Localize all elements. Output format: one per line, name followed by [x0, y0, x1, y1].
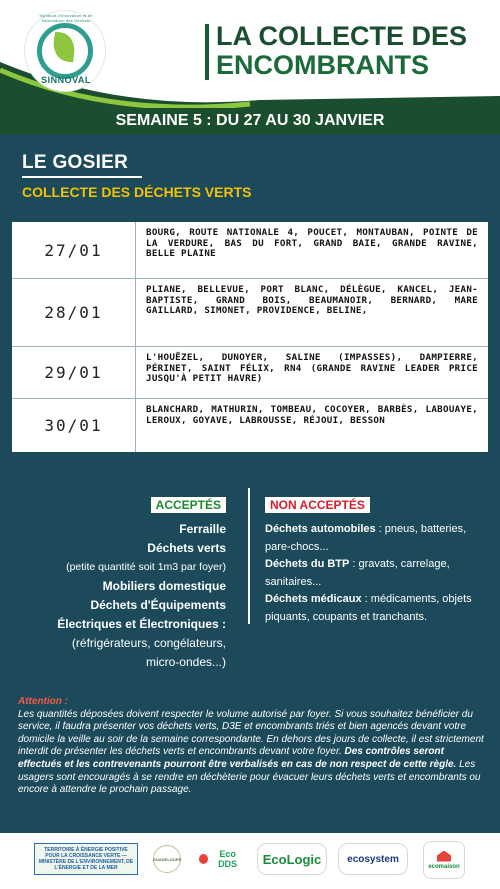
refused-item-label: Déchets médicaux: [265, 593, 362, 606]
ecologic-logo: EcoLogic: [257, 843, 327, 875]
attention-text: Les quantités déposées doivent respecter le volume autorisé par foyer. Si vous souhaitez bénéficier du service, il faudra présenter vos déchets verts, D3E et encombrants triés et bien agencés devant votre domicile la veille au soir de la semaine correspondante. En dehors des jours de collecte, il est strictement interdit de présenter les déchets verts et encombrants devant votre foyer.: [18, 708, 484, 758]
refused-badge: NON ACCEPTÉS: [265, 497, 370, 513]
schedule-table: [12, 222, 488, 452]
accepted-badge: ACCEPTÉS: [151, 497, 226, 513]
refused-item-text: : gravats, carrelage, sanitaires...: [265, 558, 450, 588]
schedule-date: 29/01: [12, 347, 136, 398]
partner-footer: [0, 833, 500, 889]
title-line-1: LA COLLECTE DES: [216, 21, 468, 51]
accepted-divider: [248, 488, 250, 624]
accepted-item: Électriques et Électroniques :: [57, 617, 226, 631]
refused-item-label: Déchets du BTP: [265, 558, 350, 571]
guadeloupe-seal-logo: GUADELOUPE: [153, 845, 181, 873]
schedule-row: [12, 222, 488, 278]
schedule-places: L'HOUËZEL, DUNOYER, SALINE (IMPASSES), DAMPIERRE, PÉRINET, SAINT FÉLIX, RN4 (GRANDE RAVINE LEADER PRICE JUSQU'À PETIT HAVRE): [146, 352, 478, 385]
accepted-list: [34, 520, 226, 672]
refused-item-label: Déchets automobiles: [265, 523, 376, 535]
schedule-places: PLIANE, BELLEVUE, PORT BLANC, DÉLÈGUE, KANCEL, JEAN-BAPTISTE, GRAND BOIS, BEAUMANOIR, BERNARD, MARE GAILLARD, SIMONET, PROVIDENCE, BELINE,: [146, 284, 478, 317]
title-accent-bar: [205, 24, 209, 80]
refused-list: [265, 521, 490, 627]
logo-name: SINNOVAL: [41, 75, 91, 85]
schedule-date: 30/01: [12, 399, 136, 452]
ecodds-label: Eco DDS: [218, 849, 238, 869]
sinnoval-logo: [24, 10, 106, 92]
logo-ring-text: Syndicat d'Innovation et de Valorisation des Déchets: [39, 13, 93, 23]
attention-title: Attention :: [18, 696, 68, 707]
accepted-item: Ferraille: [179, 522, 226, 536]
attention-warning: Des contrôles seront effectués et les contrevenants pourront être verbalisés en cas de non respect de cette règle.: [18, 746, 457, 770]
refused-item: [265, 591, 490, 626]
schedule-row: [12, 278, 488, 346]
schedule-row: [12, 398, 488, 452]
collection-subtitle: COLLECTE DES DÉCHETS VERTS: [22, 184, 252, 200]
commune-title: LE GOSIER: [22, 152, 129, 173]
attention-text-end: Les usagers sont encouragés à se rendre en déchèterie pour évacuer leurs déchets verts et encombrants ou encore à attendre le prochain passage.: [18, 758, 481, 796]
refused-item: [265, 556, 490, 591]
ecomaison-logo: [423, 841, 465, 879]
refused-item-text: : pneus, batteries, pare-chocs...: [265, 523, 467, 553]
week-banner: SEMAINE 5 : DU 27 AU 30 JANVIER: [0, 108, 500, 134]
schedule-places: BOURG, ROUTE NATIONALE 4, POUCET, MONTAUBAN, POINTE DE LA VERDURE, BAS DU FORT, GRAND BAIE, GRANDE RAVINE, BELLE PLAINE: [146, 227, 478, 260]
schedule-row: [12, 346, 488, 398]
ecodds-logo: [199, 843, 245, 875]
accepted-item-note: (petite quantité soit 1m3 par foyer): [66, 561, 226, 573]
accepted-item: Déchets d'Équipements: [90, 598, 226, 612]
header: [0, 0, 500, 108]
page-title: [216, 22, 496, 80]
ecomaison-label: ecomaison: [428, 863, 460, 870]
schedule-date: 28/01: [12, 279, 136, 346]
accepted-column: [34, 496, 226, 672]
refused-item: [265, 521, 490, 556]
ecodds-dot-icon: [199, 854, 208, 864]
accepted-item-note: micro-ondes...): [145, 655, 226, 669]
attention-notice: [18, 696, 484, 797]
schedule-places: BLANCHARD, MATHURIN, TOMBEAU, COCOYER, BARBÈS, LABOUAYE, LEROUX, GOYAVE, LABROUSSE, RÉJOUI, BESSON: [146, 404, 478, 426]
tepcv-logo: TERRITOIRE À ÉNERGIE POSITIVE POUR LA CROISSANCE VERTE — MINISTÈRE DE L'ENVIRONNEMENT, DE L'ÉNERGIE ET DE LA MER: [34, 843, 138, 875]
accepted-item-note: (réfrigérateurs, congélateurs,: [71, 636, 226, 650]
ecosystem-logo: ecosystem: [338, 843, 408, 875]
title-line-2: ENCOMBRANTS: [216, 50, 429, 80]
house-icon: [437, 851, 451, 862]
refused-column: [265, 496, 490, 627]
schedule-date: 27/01: [12, 222, 136, 278]
refused-item-text: : médicaments, objets piquants, coupants et tranchants.: [265, 593, 472, 623]
accepted-item: Déchets verts: [147, 541, 226, 555]
commune-underline: [22, 176, 142, 178]
accepted-item: Mobiliers domestique: [102, 579, 226, 593]
